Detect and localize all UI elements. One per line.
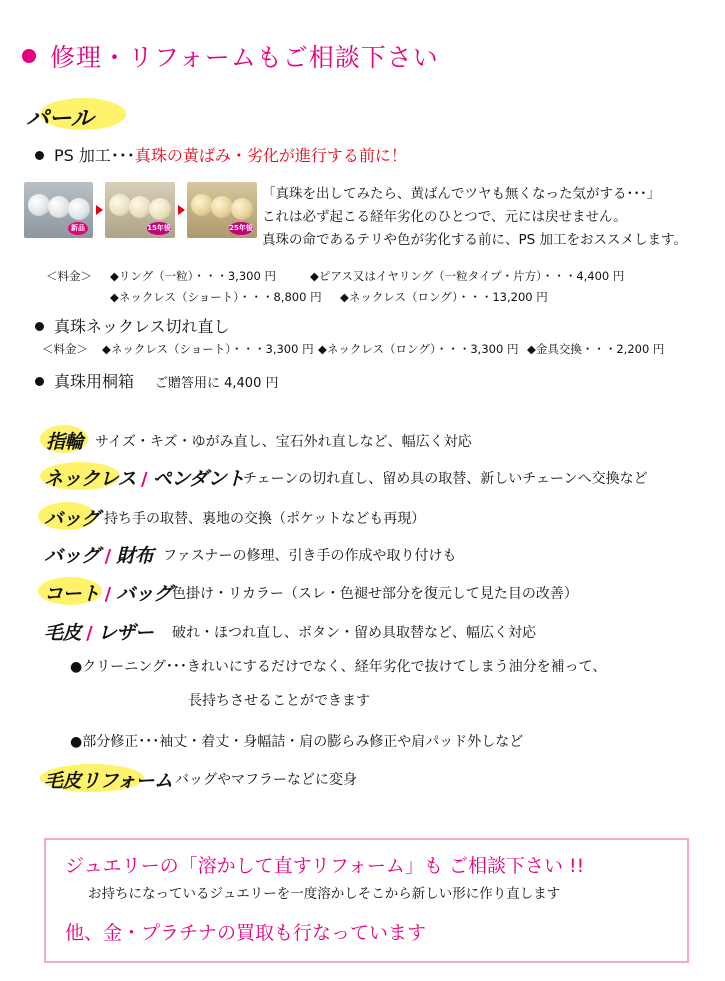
category-necklace-pendant: [44, 464, 245, 491]
category-separator: /: [141, 469, 148, 490]
necklace-price-long: ◆ネックレス（ロング）・・・3,300 円: [318, 342, 519, 356]
arrow-right-icon: [178, 205, 185, 215]
category-coat-bag-desc: 色掛け・リカラー（スレ・色褪せ部分を復元して見た目の改善）: [172, 586, 578, 602]
pearl-bead: [48, 196, 70, 218]
ps-desc-line-1: 「真珠を出してみたら、黄ばんでツヤも無くなった気がする･･･」: [262, 186, 661, 202]
paulownia-box-title: 真珠用桐箱: [54, 372, 135, 391]
category-fur-leather: [44, 618, 153, 645]
box-bullet: [35, 377, 44, 386]
category-coat-bag: [44, 579, 172, 606]
page-title: 修理・リフォームもご相談下さい: [50, 43, 439, 72]
category-bag-wallet-desc: ファスナーの修理、引き手の作成や取り付けも: [163, 548, 457, 564]
pearl-bead: [109, 194, 131, 216]
notice-subtext: お持ちになっているジュエリーを一度溶かしそこから新しい形に作り直します: [88, 886, 561, 902]
necklace-title: 真珠ネックレス切れ直し: [54, 317, 230, 336]
pearl-bead: [231, 198, 253, 220]
necklace-price-label: ＜料金＞: [42, 342, 88, 356]
heading-bullet: [22, 49, 36, 63]
pearl-photo-new: [24, 182, 93, 238]
pearl-bead: [191, 194, 213, 216]
pearl-bead: [129, 196, 151, 218]
ps-line: [54, 143, 407, 166]
category-necklace: ネックレス: [44, 468, 136, 490]
ps-price-earring: ◆ピアス又はイヤリング（一粒タイプ・片方）・・・4,400 円: [310, 269, 625, 283]
ps-desc-line-3: 真珠の命であるテリや色が劣化する前に、PS 加工をおススメします。: [262, 232, 687, 248]
cleaning-note-line-1: ●クリーニング･･･きれいにするだけでなく、経年劣化で抜けてしまう油分を補って、: [70, 659, 607, 675]
notice-headline: ジュエリーの「溶かして直すリフォーム」も ご相談下さい !!: [65, 855, 585, 877]
category-leather: レザー: [97, 622, 154, 644]
necklace-price-short: ◆ネックレス（ショート）・・・3,300 円: [102, 342, 314, 356]
category-fur: 毛皮: [44, 622, 82, 644]
cleaning-note-line-2: 長持ちさせることができます: [188, 693, 370, 709]
pearl-photo-15y: [105, 182, 175, 238]
ps-highlight: 真珠の黄ばみ・劣化が進行する前に！: [134, 146, 407, 165]
pearl-bead: [68, 198, 90, 220]
category-separator: /: [104, 546, 112, 567]
partial-repair-note: ●部分修正･･･袖丈・着丈・身幅詰・肩の膨らみ修正や肩パッド外しなど: [70, 734, 524, 750]
ps-label: PS 加工･･･: [54, 146, 135, 165]
necklace-bullet: [35, 322, 44, 331]
notice-buyback: 他、金・プラチナの買取も行なっています: [65, 922, 427, 944]
category-necklace-desc: チェーンの切れ直し、留め具の取替、新しいチェーンへ交換など: [243, 471, 648, 487]
ps-bullet: [35, 151, 44, 160]
ps-desc-line-2: これは必ず起こる経年劣化のひとつで、元には戻せません。: [262, 209, 627, 225]
photo-tag-new: 新品: [68, 222, 88, 235]
ps-price-label: ＜料金＞: [46, 269, 92, 283]
necklace-price-clasp: ◆金具交換・・・2,200 円: [527, 342, 665, 356]
pearl-bead: [28, 194, 50, 216]
category-coat: コート: [44, 583, 100, 605]
category-bag-desc: 持ち手の取替、裏地の交換（ポケットなども再現）: [104, 511, 426, 527]
category-bag-wallet: [44, 541, 153, 568]
category-bag-3: バッグ: [116, 583, 172, 605]
ps-price-necklace-long: ◆ネックレス（ロング）・・・13,200 円: [340, 290, 548, 304]
category-fur-leather-desc: 破れ・ほつれ直し、ボタン・留め具取替など、幅広く対応: [172, 625, 536, 641]
fur-reform-desc: バッグやマフラーなどに変身: [175, 772, 357, 788]
category-separator: /: [86, 623, 93, 644]
category-bag-2: バッグ: [44, 545, 100, 567]
photo-tag-15y: 15年後: [147, 222, 171, 235]
category-wallet: 財布: [116, 545, 154, 567]
category-separator: /: [104, 584, 112, 605]
paulownia-box-detail: ご贈答用に 4,400 円: [155, 376, 279, 391]
pearl-photo-25y: [187, 182, 257, 238]
category-bag: バッグ: [44, 508, 100, 530]
ps-price-ring: ◆リング（一粒）・・・3,300 円: [110, 269, 276, 283]
pearl-bead: [211, 196, 233, 218]
pearl-title: パール: [26, 106, 94, 132]
ps-price-necklace-short: ◆ネックレス（ショート）・・・8,800 円: [110, 290, 322, 304]
arrow-right-icon: [96, 205, 103, 215]
category-ring: 指輪: [46, 431, 84, 453]
photo-tag-25y: 25年後: [229, 222, 253, 235]
fur-reform-title: 毛皮リフォーム: [44, 770, 173, 792]
category-ring-desc: サイズ・キズ・ゆがみ直し、宝石外れ直しなど、幅広く対応: [95, 434, 472, 450]
pearl-bead: [149, 198, 171, 220]
category-pendant: ペンダント: [152, 468, 245, 490]
